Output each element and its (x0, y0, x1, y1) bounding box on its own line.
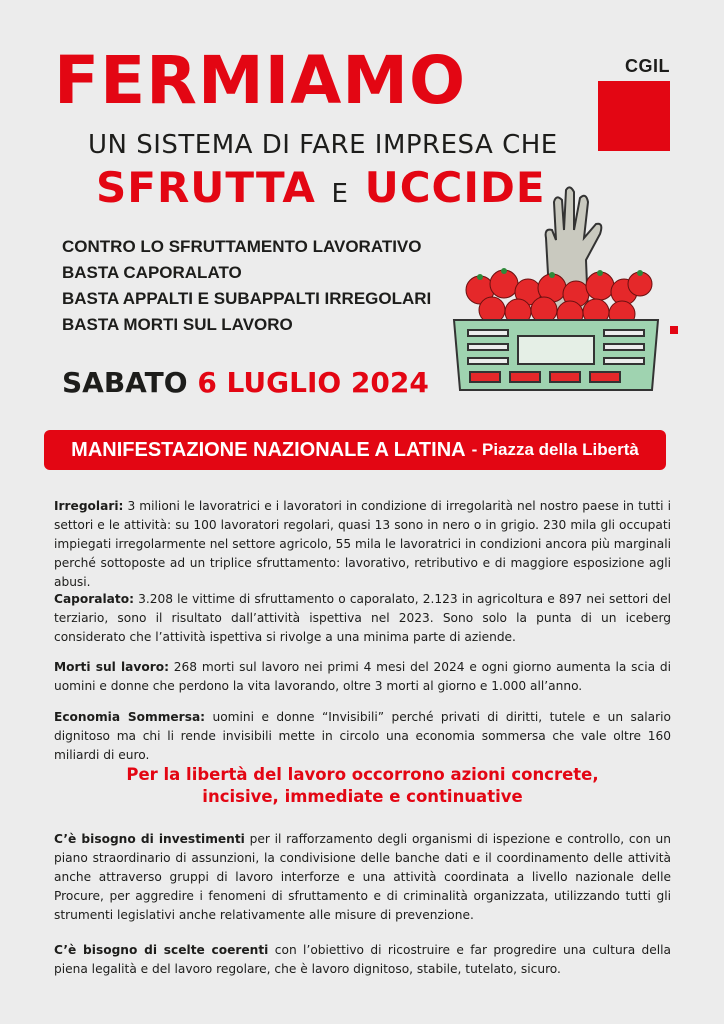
tomato-crate-illustration (440, 180, 680, 410)
event-banner (44, 430, 666, 470)
paragraph-scelte (54, 941, 671, 979)
headline-uccide: UCCIDE (364, 163, 546, 212)
headline-sfrutta: SFRUTTA (96, 163, 316, 212)
paragraph-text: 268 morti sul lavoro nei primi 4 mesi del 2024 e ogni giorno aumenta la scia di uomini e donne che perdono la vita lavorando, oltre 3 morti al giorno e 1.000 all’anno. (54, 660, 671, 693)
paragraph-text: 3 milioni le lavoratrici e i lavoratori in condizione di irregolarità nel nostro paese in tutti i settori e le attività: su 100 lavoratori regolari, quasi 13 sono in nero o in grigio. 230 mila gli occupati impiegati irregolarmente nel settore agricolo, 55 mila le lavoratrici in condizioni ancora più marginali perché sottoposte ad un triplice sfruttamento: lavorativo, retributivo e di maggiore esposizione agli abusi. (54, 499, 671, 589)
small-red-square (670, 326, 678, 334)
headline: FERMIAMO (54, 42, 467, 119)
slogan-item: BASTA CAPORALATO (62, 263, 242, 282)
paragraph-morti (54, 658, 671, 696)
cgil-logo (598, 56, 670, 151)
paragraph-caporalato (54, 590, 671, 647)
headline-conjunction: E (331, 179, 349, 209)
event-date (62, 366, 429, 399)
callout-line: incisive, immediate e continuative (202, 787, 523, 806)
paragraph-label: Caporalato: (54, 592, 134, 606)
logo-text: CGIL (625, 56, 670, 76)
paragraph-label: C’è bisogno di scelte coerenti (54, 943, 269, 957)
slogan-list (62, 234, 431, 338)
paragraph-label: C’è bisogno di investimenti (54, 832, 245, 846)
crate-icon (454, 320, 658, 390)
slogan-item: CONTRO LO SFRUTTAMENTO LAVORATIVO (62, 237, 422, 256)
banner-title: MANIFESTAZIONE NAZIONALE A LATINA (71, 438, 466, 461)
paragraph-irregolari (54, 497, 671, 592)
slogan-item: BASTA APPALTI E SUBAPPALTI IRREGOLARI (62, 289, 432, 308)
slogan-item: BASTA MORTI SUL LAVORO (62, 315, 293, 334)
paragraph-text: con l’obiettivo di ricostruire e far progredire una cultura della piena legalità e del lavoro regolare, che è lavoro dignitoso, stabile, tutelato, sicuro. (54, 943, 672, 976)
paragraph-label: Morti sul lavoro: (54, 660, 169, 674)
date-day-label: SABATO (62, 366, 188, 399)
callout (54, 764, 671, 808)
subheadline: UN SISTEMA DI FARE IMPRESA CHE (88, 130, 558, 160)
date-value: 6 LUGLIO 2024 (197, 366, 429, 399)
logo-red-square (598, 81, 670, 151)
paragraph-label: Irregolari: (54, 499, 124, 513)
callout-line: Per la libertà del lavoro occorrono azioni concrete, (126, 765, 599, 784)
banner-place: - Piazza della Libertà (471, 440, 639, 459)
tomatoes (466, 270, 652, 327)
paragraph-text: 3.208 le vittime di sfruttamento o caporalato, 2.123 in agricoltura e 897 nei settori del terziario, sono il risultato dall’attività ispettiva nel 2023. Sono solo la punta di un iceberg considerato che l’attività ispettiva si rivolge a una minima parte di aziende. (54, 592, 671, 644)
paragraph-investimenti (54, 830, 671, 925)
paragraph-text: uomini e donne “Invisibili” perché privati di diritti, tutele e un salario dignitoso ma chi li rende invisibili mette in circolo una economia sommersa che vale oltre 160 miliardi di euro. (54, 710, 672, 762)
paragraph-text: per il rafforzamento degli organismi di ispezione e controllo, con un piano straordinario di assunzioni, la condivisione delle banche dati e il coordinamento delle attività anche attraverso gruppi di lavoro interforze e una attività coordinata a livello nazionale delle Procure, per aggredire i fenomeni di sfruttamento e di criminalità organizzata, utilizzando tutti gli strumenti legislativi anche relativamente alle misure di prevenzione. (54, 832, 672, 922)
paragraph-economia (54, 708, 671, 765)
paragraph-label: Economia Sommersa: (54, 710, 206, 724)
